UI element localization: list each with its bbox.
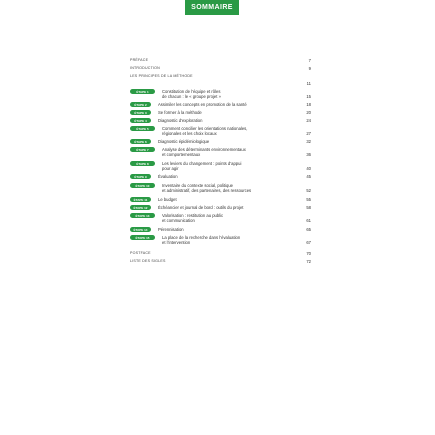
toc-page: 20 <box>306 110 311 115</box>
step-pill: ÉTAPE 14 <box>130 227 151 232</box>
step-pill: ÉTAPE 5 <box>130 126 155 131</box>
step-pill: ÉTAPE 2 <box>130 102 151 107</box>
sommaire-label: SOMMAIRE <box>191 4 233 11</box>
step-pill: ÉTAPE 9 <box>130 174 151 179</box>
toc-label: Comment concilier les orientations nationales, <box>162 126 248 131</box>
toc-label: PRÉFACE <box>130 58 149 62</box>
step-pill: ÉTAPE 8 <box>130 161 155 166</box>
toc-label: Assimiler les concepts en promotion de la santé <box>158 102 247 107</box>
toc-label: et comportementaux <box>162 152 201 157</box>
toc-label: Constitution de l’équipe et rôles <box>162 89 221 94</box>
step-pill: ÉTAPE 13 <box>130 213 155 218</box>
toc-label: régionales et les choix locaux <box>162 131 217 136</box>
toc-label: Diagnostic épidémiologique <box>158 139 210 144</box>
toc-label: et communication <box>162 218 195 223</box>
toc-label: Les leviers du changement : points d’appui <box>162 161 242 166</box>
toc-page: 52 <box>306 188 311 193</box>
toc-label: LISTE DES SIGLES <box>130 259 166 263</box>
toc-label: Se former à la méthode <box>158 110 202 115</box>
step-pill: ÉTAPE 1 <box>130 89 155 94</box>
toc-label: et administratif, des partenaires, des ressources <box>162 188 252 193</box>
toc-page: 58 <box>306 205 311 210</box>
toc-page: 72 <box>306 259 311 264</box>
toc-label: de chacun : le « groupe projet » <box>162 94 221 99</box>
toc-label: Valorisation : restitution au public <box>162 213 224 218</box>
toc-page: 18 <box>306 102 311 107</box>
step-pill: ÉTAPE 7 <box>130 147 155 152</box>
toc-page: 45 <box>306 174 311 179</box>
toc-label: LES PRINCIPES DE LA MÉTHODE <box>130 74 193 78</box>
toc-page: 15 <box>306 94 311 99</box>
step-pill: ÉTAPE 3 <box>130 110 151 115</box>
toc-label: Analyse des déterminants environnementaux <box>162 147 246 152</box>
toc-label: Pérennisation <box>158 227 184 232</box>
toc-page: 65 <box>306 227 311 232</box>
toc-page: 55 <box>306 197 311 202</box>
toc-page: 32 <box>306 139 311 144</box>
toc-label: Échéancier et journal de bord : outils du projet <box>158 205 244 210</box>
step-pill: ÉTAPE 4 <box>130 118 151 123</box>
toc-page: 11 <box>306 81 311 86</box>
step-pill: ÉTAPE 11 <box>130 197 151 202</box>
toc-label: et l’intervention <box>162 240 191 245</box>
toc-label: INTRODUCTION <box>130 66 160 70</box>
step-pill: ÉTAPE 10 <box>130 183 155 188</box>
toc-page: 70 <box>306 251 311 256</box>
toc-page: 61 <box>306 218 311 223</box>
toc-label: Le budget <box>158 197 177 202</box>
toc-label: pour agir <box>162 166 179 171</box>
toc-page: 27 <box>306 131 311 136</box>
sommaire-tab <box>185 0 239 15</box>
toc-label: POSTFACE <box>130 251 151 255</box>
step-pill: ÉTAPE 12 <box>130 205 151 210</box>
toc-label: Évaluation <box>158 174 178 179</box>
toc-page: 7 <box>308 58 311 63</box>
step-pill: ÉTAPE 15 <box>130 235 155 240</box>
toc-page: 67 <box>306 240 311 245</box>
toc-label: Diagnostic d’exploration <box>158 118 203 123</box>
toc-page: 24 <box>306 118 311 123</box>
step-pill: ÉTAPE 6 <box>130 139 151 144</box>
toc-page: 40 <box>306 166 311 171</box>
toc-page: 36 <box>306 152 311 157</box>
toc-label: La place de la recherche dans l’évaluation <box>162 235 241 240</box>
toc-page: 9 <box>308 66 311 71</box>
toc-label: Inventaire du contexte social, politique <box>162 183 233 188</box>
